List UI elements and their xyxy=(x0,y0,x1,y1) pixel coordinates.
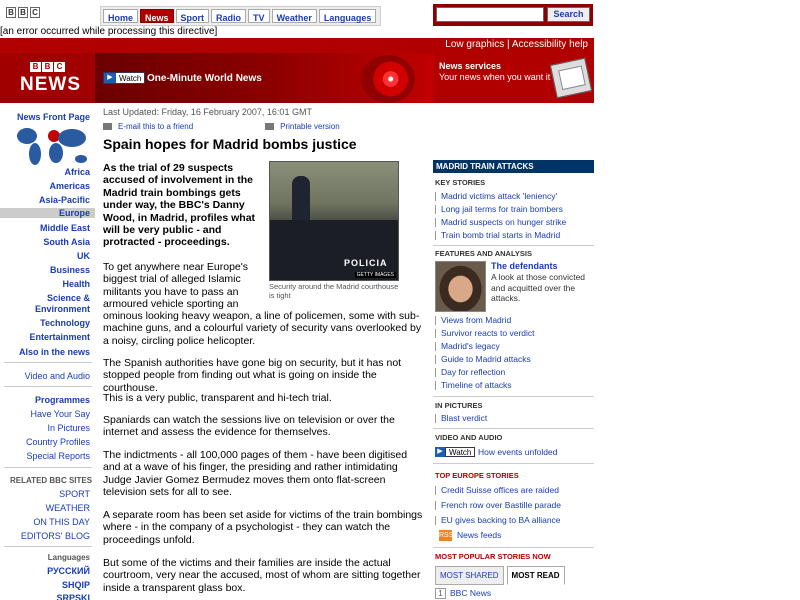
nav-region-uk[interactable]: UK xyxy=(77,251,90,261)
accessibility-link[interactable]: Accessibility help xyxy=(511,39,588,50)
language-albanian[interactable]: SHQIP xyxy=(61,580,90,590)
news-services-subtitle: Your news when you want it xyxy=(439,72,551,82)
nav-sport[interactable]: Sport xyxy=(176,9,210,23)
photo-vehicle-text: POLICIA xyxy=(344,258,388,268)
nav-in-pictures[interactable]: In Pictures xyxy=(47,423,90,433)
nav-country-profiles[interactable]: Country Profiles xyxy=(25,437,90,447)
divider xyxy=(433,245,594,246)
feature-link[interactable]: Survivor reacts to verdict xyxy=(435,328,535,338)
error-message: [an error occurred while processing this directive] xyxy=(0,26,218,37)
video-audio-title: VIDEO AND AUDIO xyxy=(435,433,503,442)
divider xyxy=(433,396,594,397)
paragraph-5: The indictments - all 100,000 pages of them - have been digitised and at a wave of his finger, the presiding and rather intimidating Judge Javier Gomez Bermudez moves them onto flat-screen television sets for all to see. xyxy=(103,449,408,499)
top-europe-link[interactable]: EU gives backing to BA alliance xyxy=(435,515,561,525)
nav-have-your-say[interactable]: Have Your Say xyxy=(30,409,90,419)
nav-weather[interactable]: Weather xyxy=(272,9,317,23)
top-europe-link[interactable]: Credit Suisse offices are raided xyxy=(435,485,559,495)
related-editors-blog[interactable]: EDITORS' BLOG xyxy=(20,531,90,541)
nav-tv[interactable]: TV xyxy=(248,9,270,23)
globe-graphic xyxy=(361,55,415,103)
article-photo xyxy=(269,161,399,281)
police-officer-figure xyxy=(292,176,310,220)
key-story-link[interactable]: Madrid suspects on hunger strike xyxy=(435,217,566,227)
paragraph-1a: To get anywhere near Europe's biggest trial of alleged Islamic militants you have to pass an armoured vehicle sporting an xyxy=(103,261,249,311)
nav-languages[interactable]: Languages xyxy=(319,9,377,23)
article-intro: As the trial of 29 suspects accused of involvement in the Madrid train bombings gets under way, the BBC's Danny Wood, in Madrid, profiles what will be very public - and protracted - proceedings. xyxy=(103,162,256,249)
features-title: FEATURES AND ANALYSIS xyxy=(435,249,532,258)
related-sites-title: RELATED BBC SITES xyxy=(10,476,93,485)
news-services-promo[interactable] xyxy=(434,53,594,103)
nav-programmes[interactable]: Programmes xyxy=(34,395,90,405)
tab-most-shared[interactable]: MOST SHARED xyxy=(435,566,504,585)
key-stories-title: KEY STORIES xyxy=(435,178,486,187)
paragraph-4: Spaniards can watch the sessions live on television or over the internet and assess the evidence for themselves. xyxy=(103,414,395,439)
low-graphics-link[interactable]: Low graphics xyxy=(445,39,505,50)
email-friend-link[interactable]: E-mail this to a friend xyxy=(103,122,193,131)
play-icon: ▶ xyxy=(435,447,445,457)
photo-credit: GETTY IMAGES xyxy=(356,272,394,278)
divider xyxy=(433,463,594,464)
search-box xyxy=(433,4,593,26)
news-front-page-link[interactable]: News Front Page xyxy=(16,112,90,122)
article xyxy=(98,103,428,600)
nav-video-audio[interactable]: Video and Audio xyxy=(24,371,90,381)
tab-most-read[interactable]: MOST READ xyxy=(507,566,565,585)
key-story-link[interactable]: Madrid victims attack 'leniency' xyxy=(435,191,557,201)
related-on-this-day[interactable]: ON THIS DAY xyxy=(33,517,90,527)
related-weather[interactable]: WEATHER xyxy=(45,503,90,513)
key-story-link[interactable]: Train bomb trial starts in Madrid xyxy=(435,230,560,240)
one-minute-news-link[interactable]: One-Minute World News xyxy=(147,73,262,84)
language-russian[interactable]: РУССКИЙ xyxy=(47,566,90,576)
video-link[interactable]: How events unfolded xyxy=(478,447,558,457)
divider xyxy=(4,546,92,547)
nav-science[interactable]: Science & xyxy=(46,293,90,303)
news-banner xyxy=(0,53,594,103)
printable-version-link[interactable]: Printable version xyxy=(265,122,340,131)
top-navigation xyxy=(100,6,381,26)
feature-link[interactable]: Timeline of attacks xyxy=(435,380,512,390)
last-updated: Last Updated: Friday, 16 February 2007, 16:01 GMT xyxy=(103,107,312,117)
paragraph-6: A separate room has been set aside for victims of the train bombings where - in the company of a psychologist - they can watch the proceedings unfold. xyxy=(103,509,423,546)
divider xyxy=(4,467,92,468)
nav-technology[interactable]: Technology xyxy=(40,318,90,328)
rank-number: 1 xyxy=(435,588,446,599)
divider xyxy=(4,386,92,387)
one-minute-news-promo[interactable] xyxy=(95,53,434,103)
nav-region-americas[interactable]: Americas xyxy=(49,181,90,191)
play-icon: ▶ xyxy=(104,73,116,83)
bbc-news-logo[interactable]: B B C NEWS xyxy=(0,53,95,103)
printer-icon xyxy=(265,123,274,130)
article-tools xyxy=(103,122,340,131)
nav-region-asia-pacific[interactable]: Asia-Pacific xyxy=(38,195,90,205)
pictures-link[interactable]: Blast verdict xyxy=(435,413,487,423)
feature-link[interactable]: Guide to Madrid attacks xyxy=(435,354,531,364)
rss-icon[interactable]: RSS xyxy=(439,532,454,539)
devices-icon xyxy=(550,58,592,99)
divider xyxy=(433,428,594,429)
defendant-photo[interactable] xyxy=(435,261,486,312)
nav-region-africa[interactable]: Africa xyxy=(64,167,90,177)
top-bar xyxy=(0,0,800,26)
left-navigation xyxy=(0,103,95,600)
watch-badge[interactable]: ▶ Watch xyxy=(103,72,145,84)
in-pictures-title: IN PICTURES xyxy=(435,401,483,410)
feature-link[interactable]: Day for reflection xyxy=(435,367,505,377)
news-feeds-link[interactable]: News feeds xyxy=(457,530,502,540)
world-map-icon xyxy=(15,126,90,168)
divider xyxy=(433,547,594,548)
nav-special-reports[interactable]: Special Reports xyxy=(26,451,90,461)
nav-region-europe[interactable]: Europe xyxy=(0,208,95,218)
defendants-description: A look at those convicted and acquitted over the attacks. xyxy=(491,272,586,303)
feature-link[interactable]: Madrid's legacy xyxy=(435,341,500,351)
most-popular-title: MOST POPULAR STORIES NOW xyxy=(435,552,551,561)
feature-link[interactable]: Views from Madrid xyxy=(435,315,511,325)
languages-title: Languages xyxy=(47,553,90,562)
search-button[interactable]: Search xyxy=(547,7,590,22)
nav-entertainment[interactable]: Entertainment xyxy=(29,332,90,342)
defendants-link[interactable]: The defendants xyxy=(491,261,558,271)
bbc-logo[interactable]: B B C xyxy=(6,7,40,18)
envelope-icon xyxy=(103,123,112,130)
most-popular-tabs xyxy=(435,566,565,585)
photo-caption: Security around the Madrid courthouse is tight xyxy=(269,282,399,300)
nav-region-middle-east[interactable]: Middle East xyxy=(39,223,90,233)
related-column xyxy=(433,160,594,600)
nav-health[interactable]: Health xyxy=(62,279,90,289)
utility-strip xyxy=(0,38,594,53)
news-services-title[interactable]: News services xyxy=(439,61,502,71)
top-europe-title: TOP EUROPE STORIES xyxy=(435,471,519,480)
paragraph-1b: ominous looking heavy weapon, a line of policemen, some with sub-machine guns, and a colourful variety of security vans overlooked by a noisy, circling police helicopter. xyxy=(103,310,422,347)
nav-home[interactable]: Home xyxy=(103,9,138,23)
nav-also-in-the-news[interactable]: Also in the news xyxy=(18,347,90,357)
nav-news[interactable]: News xyxy=(140,9,174,23)
paragraph-2: The Spanish authorities have gone big on security, but it has not stopped people from finding out what is going on inside the courthouse. xyxy=(103,357,402,394)
headline: Spain hopes for Madrid bombs justice xyxy=(103,136,357,152)
paragraph-3: This is a very public, transparent and hi-tech trial. xyxy=(103,392,332,404)
language-serbian[interactable]: SRPSKI xyxy=(56,593,90,600)
paragraph-7: But some of the victims and their families are inside the actual courtroom, very near the accused, most of whom are sitting together inside a transparent glass box. xyxy=(103,557,421,594)
separator: | xyxy=(507,39,510,50)
top-europe-link[interactable]: French row over Bastille parade xyxy=(435,500,561,510)
nav-region-south-asia[interactable]: South Asia xyxy=(43,237,90,247)
nav-environment[interactable]: Environment xyxy=(34,304,90,314)
most-read-link[interactable]: BBC News xyxy=(450,588,492,598)
nav-business[interactable]: Business xyxy=(49,265,90,275)
divider xyxy=(4,362,92,363)
search-input[interactable] xyxy=(436,7,544,22)
madrid-attacks-header: MADRID TRAIN ATTACKS xyxy=(433,160,594,173)
watch-button[interactable]: ▶ Watch xyxy=(435,447,475,457)
related-sport[interactable]: SPORT xyxy=(59,489,90,499)
key-story-link[interactable]: Long jail terms for train bombers xyxy=(435,204,563,214)
nav-radio[interactable]: Radio xyxy=(211,9,246,23)
